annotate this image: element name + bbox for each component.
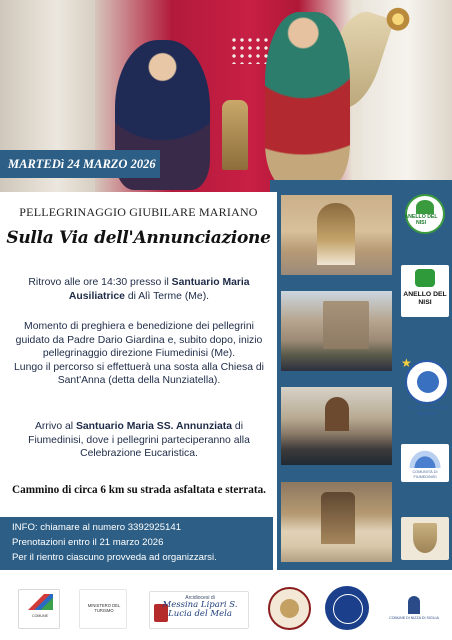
p3-text-after: di Fiumedinisi, dove i pellegrini parteciperanno alla Celebrazione Eucaristica. [28, 421, 250, 459]
photo-interior-altar [281, 482, 392, 562]
info-booking: Prenotazioni entro il 21 marzo 2026 [12, 537, 164, 548]
anello-logo-text-1: ANELLO DEL NISI [404, 214, 438, 226]
info-box [0, 517, 273, 570]
p3-bold: Santuario Maria SS. Annunziata [75, 421, 233, 432]
tricolor-mark-icon [27, 594, 53, 610]
p1-text-before: Ritrovo alle ore 14:30 presso il [28, 277, 172, 288]
angel-statue [265, 12, 350, 187]
blue-round-logo [325, 586, 369, 630]
comune-nizza-logo [387, 594, 441, 628]
community-wave-logo [401, 444, 449, 482]
star-icon: ★ [401, 356, 412, 370]
headline: PELLEGRINAGGIO GIUBILARE MARIANO [19, 205, 258, 219]
via-santuari-mariani-logo [401, 356, 449, 422]
arcidiocesi-logo [149, 591, 249, 629]
p3-text-before: Arrivo al [34, 421, 76, 432]
info-return: Per il rientro ciascuno provveda ad organizzarsi. [12, 552, 217, 563]
comune-logo [18, 589, 60, 629]
bishop-crest-logo [401, 517, 449, 560]
anello-del-nisi-logo-1 [401, 194, 449, 238]
paragraph-meeting-point [8, 276, 270, 303]
lily-branch [230, 36, 270, 64]
nizza-logo-text: COMUNE DI NIZZA DI SICILIA [389, 616, 439, 620]
anello-logo-text-2: ANELLO DEL NISI [403, 291, 447, 306]
photo-sanctuary-altar [281, 195, 392, 275]
ministero-turismo-logo [79, 589, 127, 629]
script-title: Sulla Via dell'Annunciazione [6, 228, 271, 248]
p1-text-after: di Alì Terme (Me). [124, 290, 210, 302]
date-banner: MARTEDì 24 MARZO 2026 [0, 150, 160, 178]
round-seal-logo [268, 587, 311, 630]
wave-icon [407, 448, 443, 468]
walk-note: Cammino di circa 6 km su strada asfaltata e sterrata. [12, 484, 266, 496]
santuari-logo-text: VIA DEI SANTUARI MARIANI [405, 406, 449, 417]
anello-del-nisi-logo-2 [401, 265, 449, 317]
p2-text: Momento di preghiera e benedizione dei pellegrini guidato da Padre Dario Giardina e, subito dopo, inizio pellegrinaggio direzione Fiumedinisi (Me). [15, 321, 263, 359]
info-phone: INFO: chiamare al numero 3392925141 [12, 522, 182, 533]
arcidiocesi-top-text: Arcidiocesi di [185, 595, 215, 601]
hiker-icon [415, 269, 435, 287]
wave-logo-text: COMUNITÀ DI FIUMEDINISI [412, 470, 438, 479]
paragraph-prayer [8, 320, 270, 388]
photo-church-facade [281, 387, 392, 465]
p2b-text: Lungo il percorso si effettuerà una sosta alla Chiesa di Sant'Anna (detta della Nunziatella). [14, 361, 264, 386]
p1-bold: Santuario Maria Ausiliatrice [68, 277, 250, 302]
paragraph-arrival [8, 420, 270, 461]
tower-icon [408, 596, 420, 614]
crest-icon [413, 523, 437, 553]
comune-logo-text: COMUNE [32, 614, 48, 618]
ministero-logo-text: MINISTERO DEL TURISMO [87, 603, 121, 613]
chandelier [378, 0, 418, 32]
arcidiocesi-name-text: Messina Lipari S. Lucia del Mela [162, 600, 238, 619]
candelabra [222, 100, 248, 170]
photo-pilgrims-church [281, 291, 392, 371]
